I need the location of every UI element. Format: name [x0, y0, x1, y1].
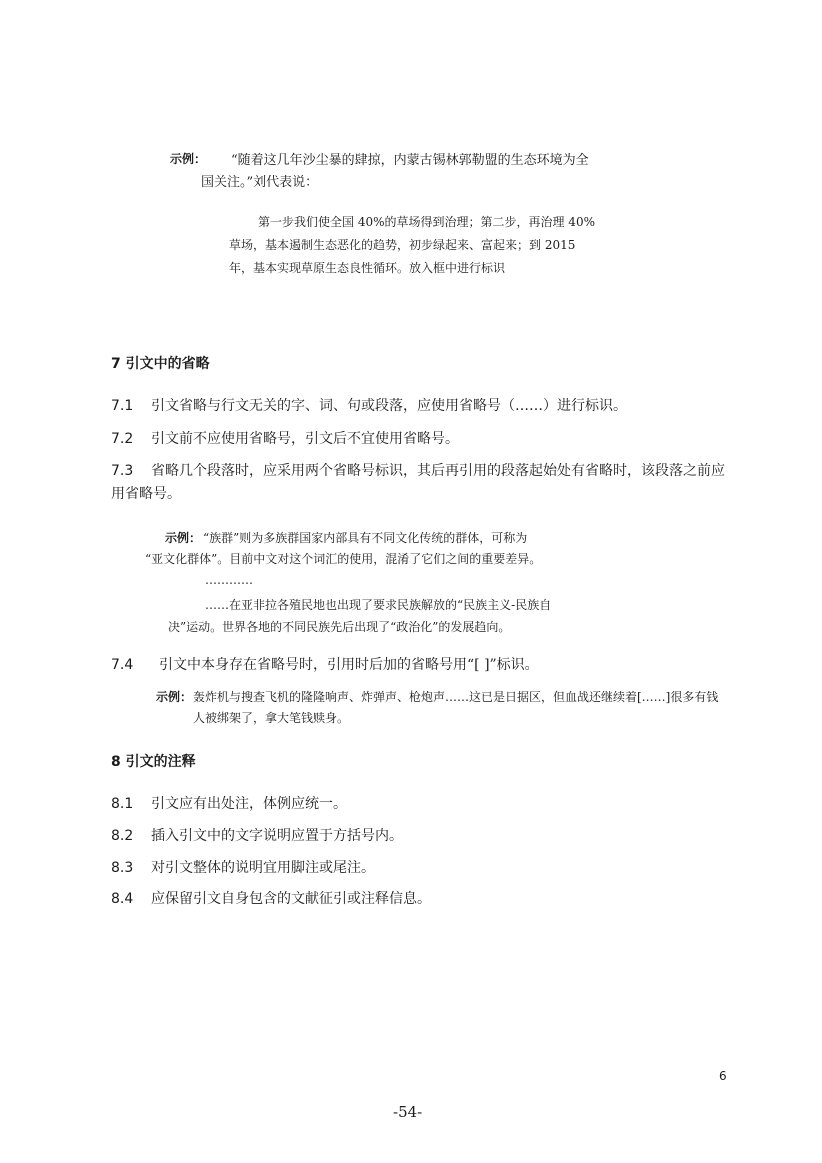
clause-7-2 [111, 428, 459, 448]
clause-number: 7.1 [111, 398, 134, 414]
clause-text: 对引文整体的说明宜用脚注或尾注。 [151, 860, 375, 876]
example-text-line: “亚文化群体”。目前中文对这个词汇的使用，混淆了它们之间的重要差异。 [145, 552, 542, 566]
clause-text: 插入引文中的文字说明应置于方括号内。 [151, 828, 403, 844]
clause-number: 8.2 [111, 828, 134, 844]
clause-number: 8.4 [111, 891, 134, 907]
example-text-line: 人被绑架了，拿大笔钱赎身。 [193, 711, 350, 725]
example-text-line: 决”运动。世界各地的不同民族先后出现了“政治化”的发展趋向。 [168, 620, 511, 634]
example-text-line: “族群”则为多族群国家内部具有不同文化传统的群体，可称为 [203, 531, 528, 545]
section-heading: 8 引文的注释 [111, 754, 196, 770]
clause-8-4 [111, 888, 431, 908]
clause-8-3 [111, 857, 375, 877]
clause-8-1 [111, 793, 347, 813]
example-text-line: “随着这几年沙尘暴的肆掠，内蒙古锡林郭勒盟的生态环境为全 [231, 153, 589, 168]
clause-7-1 [111, 395, 627, 415]
clause-text: 引文省略与行文无关的字、词、句或段落，应使用省略号（……）进行标识。 [151, 398, 627, 414]
clause-continuation: 用省略号。 [111, 486, 181, 502]
clause-text: 引文前不应使用省略号，引文后不宜使用省略号。 [151, 431, 459, 447]
clause-number: 7.2 [111, 431, 134, 447]
clause-text: 应保留引文自身包含的文献征引或注释信息。 [151, 891, 431, 907]
block-quote-line: 第一步我们使全国 40%的草场得到治理；第二步，再治理 40% [258, 215, 595, 229]
block-quote-line: 年，基本实现草原生态良性循环。放入框中进行标识 [229, 261, 506, 275]
clause-7-4 [111, 654, 539, 674]
clause-8-2 [111, 825, 403, 845]
clause-text: 引文应有出处注，体例应统一。 [151, 796, 347, 812]
example-label: 示例： [165, 531, 202, 545]
example-text-line: ……在亚非拉各殖民地也出现了要求民族解放的“民族主义-民族自 [205, 598, 552, 612]
section-heading: 7 引文中的省略 [111, 356, 210, 372]
clause-number: 8.3 [111, 860, 134, 876]
block-quote-line: 草场，基本遏制生态恶化的趋势，初步绿起来、富起来；到 2015 [229, 238, 576, 252]
clause-number: 8.1 [111, 796, 134, 812]
clause-text: 引文中本身存在省略号时，引用时后加的省略号用“[ ]”标识。 [159, 657, 539, 673]
example-label: 示例： [156, 690, 193, 704]
page-number: 6 [719, 1069, 727, 1083]
clause-number: 7.4 [111, 657, 134, 673]
example-text-line: 国关注。”刘代表说： [201, 175, 319, 190]
example-text-line: 轰炸机与搜查飞机的隆隆响声、炸弹声、枪炮声……这已是日据区，但血战还继续着[……]很多有钱 [193, 690, 719, 704]
bottom-page-number: -54- [393, 1103, 423, 1121]
example-label: 示例： [170, 152, 207, 166]
clause-text: 省略几个段落时，应采用两个省略号标识，其后再引用的段落起始处有省略时，该段落之前应 [151, 463, 725, 479]
ellipsis-line: ………… [205, 573, 253, 587]
clause-number: 7.3 [111, 463, 134, 479]
clause-7-3 [111, 460, 725, 480]
